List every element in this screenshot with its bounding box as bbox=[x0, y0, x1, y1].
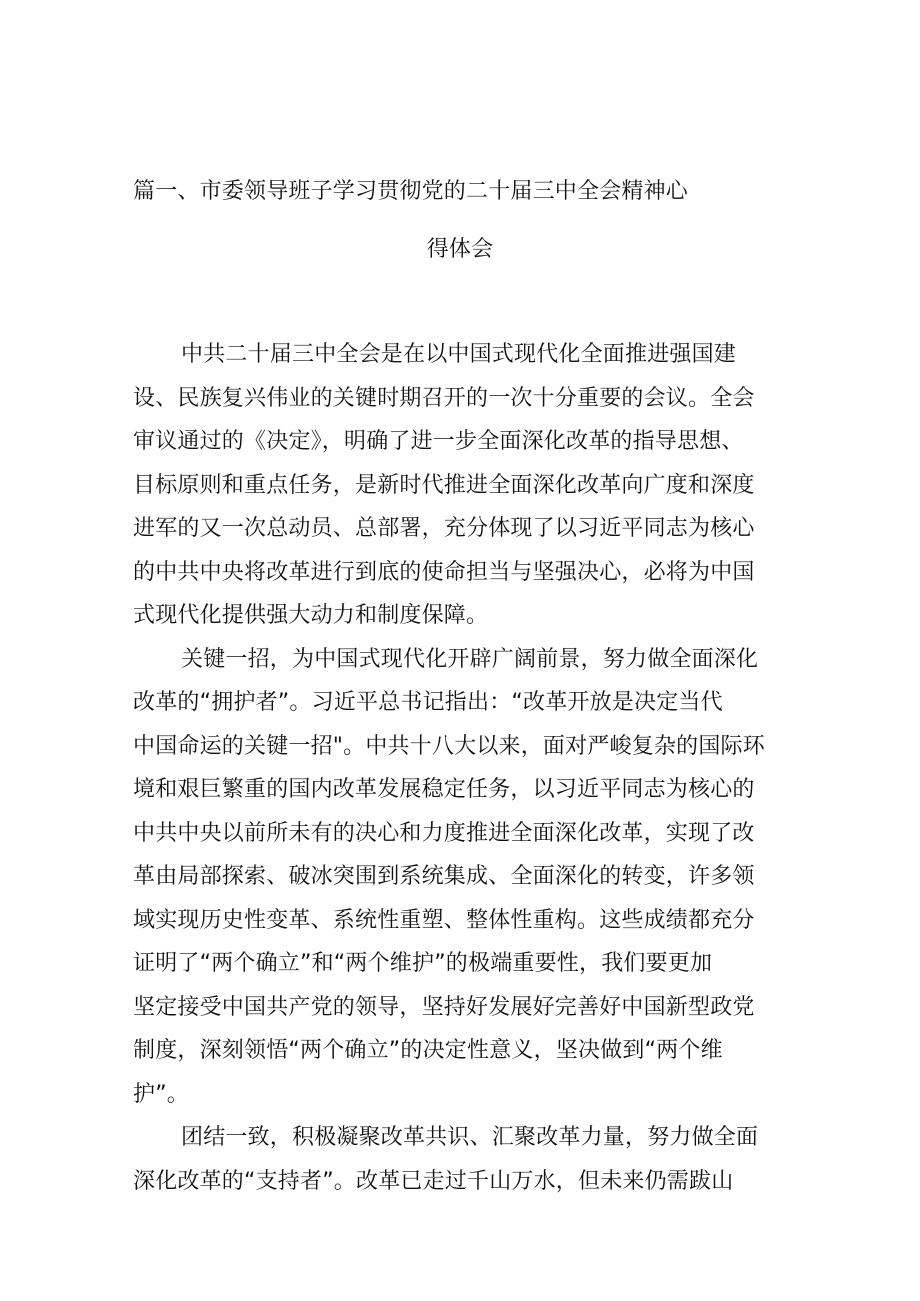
paragraph-line: 深化改革的“支持者”。改革已走过千山万水，但未来仍需跋山 bbox=[133, 1168, 734, 1194]
paragraph-line: 护”。 bbox=[133, 1081, 189, 1107]
paragraph-1 bbox=[133, 333, 793, 638]
paragraph-line: 进军的又一次总动员、总部署，充分体现了以习近平同志为核心 bbox=[133, 516, 755, 541]
paragraph-3 bbox=[133, 1116, 793, 1203]
paragraph-line: 中国命运的关键一招"。中共十八大以来，面对严峻复杂的国际环 bbox=[133, 733, 765, 759]
paragraph-line: 改革的“拥护者”。习近平总书记指出：“改革开放是决定当代 bbox=[133, 690, 723, 715]
paragraph-line: 审议通过的《决定》，明确了进一步全面深化改革的指导思想、 bbox=[133, 429, 744, 454]
document-title-line-2: 得体会 bbox=[426, 237, 494, 262]
paragraph-line: 境和艰巨繁重的国内改革发展稳定任务，以习近平同志为核心的 bbox=[133, 777, 755, 802]
paragraph-line: 坚定接受中国共产党的领导，坚持好发展好完善好中国新型政党 bbox=[133, 994, 755, 1020]
paragraph-line: 中共中央以前所未有的决心和力度推进全面深化改革，实现了改 bbox=[133, 820, 755, 846]
paragraph-line: 域实现历史性变革、系统性重塑、整体性重构。这些成绩都充分 bbox=[133, 907, 755, 933]
paragraph-line: 革由局部探索、破冰突围到系统集成、全面深化的转变，许多领 bbox=[133, 864, 755, 889]
paragraph-line: 关键一招，为中国式现代化开辟广阔前景，努力做全面深化 bbox=[181, 646, 759, 672]
paragraph-line: 设、民族复兴伟业的关键时期召开的一次十分重要的会议。全会 bbox=[133, 385, 755, 411]
paragraph-line: 目标原则和重点任务，是新时代推进全面深化改革向广度和深度 bbox=[133, 472, 755, 498]
paragraph-line: 的中共中央将改革进行到底的使命担当与坚强决心，必将为中国 bbox=[133, 559, 755, 585]
paragraph-line: 中共二十届三中全会是在以中国式现代化全面推进强国建 bbox=[181, 342, 737, 367]
document-body bbox=[133, 333, 793, 1203]
paragraph-2 bbox=[133, 638, 793, 1117]
paragraph-line: 式现代化提供强大动力和制度保障。 bbox=[133, 603, 489, 628]
document-title-line-1: 篇一、市委领导班子学习贯彻党的二十届三中全会精神心 bbox=[133, 179, 689, 204]
paragraph-line: 团结一致，积极凝聚改革共识、汇聚改革力量，努力做全面 bbox=[181, 1125, 759, 1150]
paragraph-line: 制度，深刻领悟“两个确立”的决定性意义，坚决做到“两个维 bbox=[133, 1038, 723, 1063]
paragraph-line: 证明了“两个确立”和“两个维护”的极端重要性，我们要更加 bbox=[133, 951, 713, 976]
